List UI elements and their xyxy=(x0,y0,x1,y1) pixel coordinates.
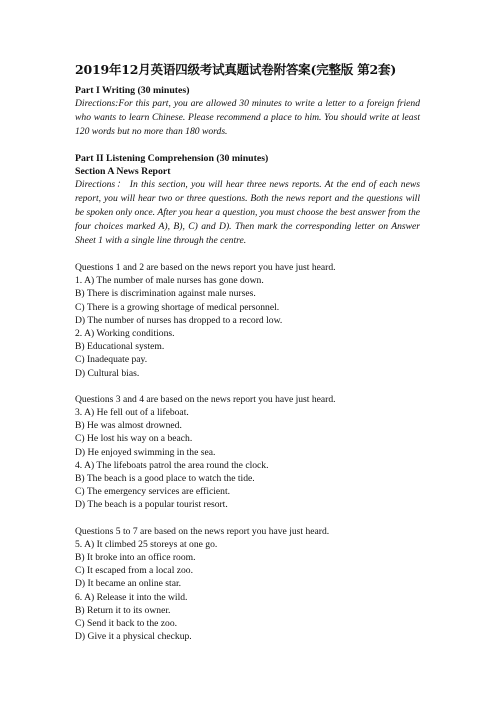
option-line: D) The number of nurses has dropped to a record low. xyxy=(75,314,283,326)
group-intro: Questions 5 to 7 are based on the news report you have just heard. xyxy=(75,525,330,537)
option-line: D) It became an online star. xyxy=(75,578,182,590)
group-intro: Questions 1 and 2 are based on the news report you have just heard. xyxy=(75,262,336,273)
option-line: C) The emergency services are efficient. xyxy=(75,486,231,498)
option-line: B) There is discrimination against male nurses. xyxy=(75,288,256,300)
document-page xyxy=(75,62,420,643)
option-line: D) The beach is a popular tourist resort. xyxy=(75,499,228,511)
option-line: C) It escaped from a local zoo. xyxy=(75,565,194,577)
part2-heading: Part II Listening Comprehension (30 minutes) xyxy=(75,153,269,164)
option-line: 1. A) The number of male nurses has gone down. xyxy=(75,275,264,287)
document-title: 2019年12月英语四级考试真题试卷附答案(完整版 第2套) xyxy=(75,62,397,77)
option-line: C) There is a growing shortage of medical personnel. xyxy=(75,301,280,313)
option-line: B) Return it to its owner. xyxy=(75,604,171,616)
question-group-1 xyxy=(75,261,420,380)
option-line: C) Inadequate pay. xyxy=(75,354,148,366)
part1-directions: Directions:For this part, you are allowed 30 minutes to write a letter to a foreign friend who wants to learn Chinese. Please recommend a place to him. You should write at least 120 words but no more than 180 words. xyxy=(75,98,420,137)
option-line: B) The beach is a good place to watch the tide. xyxy=(75,473,255,485)
question-group-3 xyxy=(75,525,420,644)
option-line: D) He enjoyed swimming in the sea. xyxy=(75,446,216,458)
option-line: 5. A) It climbed 25 storeys at one go. xyxy=(75,538,218,550)
section-a-heading: Section A News Report xyxy=(75,166,171,177)
option-line: B) He was almost drowned. xyxy=(75,420,182,432)
option-line: 6. A) Release it into the wild. xyxy=(75,591,188,603)
option-line: 2. A) Working conditions. xyxy=(75,328,175,340)
group-intro: Questions 3 and 4 are based on the news report you have just heard. xyxy=(75,393,336,405)
option-line: B) Educational system. xyxy=(75,341,165,353)
option-line: 3. A) He fell out of a lifeboat. xyxy=(75,407,189,419)
option-line: D) Cultural bias. xyxy=(75,367,140,379)
option-line: C) He lost his way on a beach. xyxy=(75,433,193,445)
part1-heading: Part I Writing (30 minutes) xyxy=(75,85,190,96)
option-line: B) It broke into an office room. xyxy=(75,552,196,564)
part2-directions: Directions： In this section, you will hear three news reports. At the end of each news report, you will hear two or three questions. Both the news report and the questions will be spoken only once. After you hear a question, you must choose the best answer from the four choices marked A), B), C) and D). Then mark the corresponding letter on Answer Sheet 1 with a single line through the centre. xyxy=(75,179,420,246)
question-group-2 xyxy=(75,393,420,512)
option-line: C) Send it back to the zoo. xyxy=(75,618,178,630)
option-line: D) Give it a physical checkup. xyxy=(75,631,192,643)
option-line: 4. A) The lifeboats patrol the area round the clock. xyxy=(75,459,269,471)
